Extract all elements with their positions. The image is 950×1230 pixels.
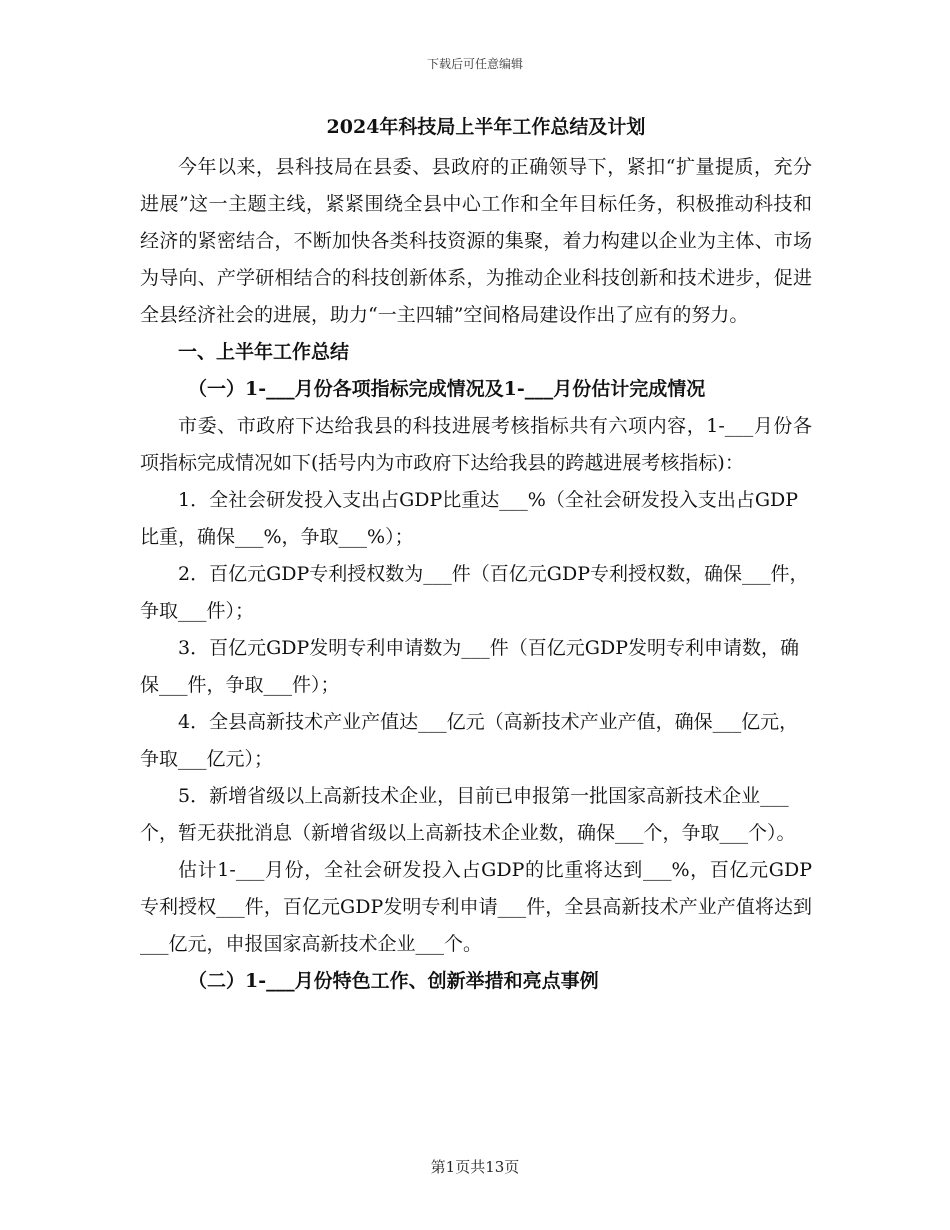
indicator-item-5: 5．新增省级以上高新技术企业，目前已申报第一批国家高新技术企业___个，暂无获批消息（新增省级以上高新技术企业数，确保___个，争取___个）。 [140, 785, 796, 844]
indicator-item-1: 1．全社会研发投入支出占GDP比重达___%（全社会研发投入支出占GDP比重，确保___%，争取___%）； [140, 489, 799, 548]
document-title: 2024年科技局上半年工作总结及计划 [326, 116, 646, 138]
document-body [140, 110, 812, 1000]
indicator-item-2: 2．百亿元GDP专利授权数为___件（百亿元GDP专利授权数，确保___件，争取___件）； [140, 563, 809, 622]
section-heading-1: 一、上半年工作总结 [178, 341, 350, 363]
indicator-item-4: 4．全县高新技术产业产值达___亿元（高新技术产业产值，确保___亿元，争取___亿元）； [140, 711, 799, 770]
subsection-1-intro: 市委、市政府下达给我县的科技进展考核指标共有六项内容，1-___月份各项指标完成情况如下(括号内为市政府下达给我县的跨越进展考核指标)： [140, 415, 812, 474]
subsection-heading-1: （一）1-___月份各项指标完成情况及1-___月份估计完成情况 [188, 378, 706, 400]
page-number-footer: 第1页共13页 [430, 1158, 520, 1176]
estimate-paragraph: 估计1-___月份，全社会研发投入占GDP的比重将达到___%，百亿元GDP专利授权___件，百亿元GDP发明专利申请___件，全县高新技术产业产值将达到___亿元，申报国家高新技术企业___个。 [140, 859, 812, 955]
page-header-note: 下载后可任意编辑 [426, 57, 523, 71]
indicator-item-3: 3．百亿元GDP发明专利申请数为___件（百亿元GDP发明专利申请数，确保___件，争取___件）； [140, 637, 799, 696]
subsection-heading-2: （二）1-___月份特色工作、创新举措和亮点事例 [188, 970, 599, 992]
intro-paragraph: 今年以来，县科技局在县委、县政府的正确领导下，紧扣“扩量提质，充分进展”这一主题主线，紧紧围绕全县中心工作和全年目标任务，积极推动科技和经济的紧密结合，不断加快各类科技资源的集聚，着力构建以企业为主体、市场为导向、产学研相结合的科技创新体系，为推动企业科技创新和技术进步，促进全县经济社会的进展，助力“一主四辅”空间格局建设作出了应有的努力。 [140, 156, 812, 326]
